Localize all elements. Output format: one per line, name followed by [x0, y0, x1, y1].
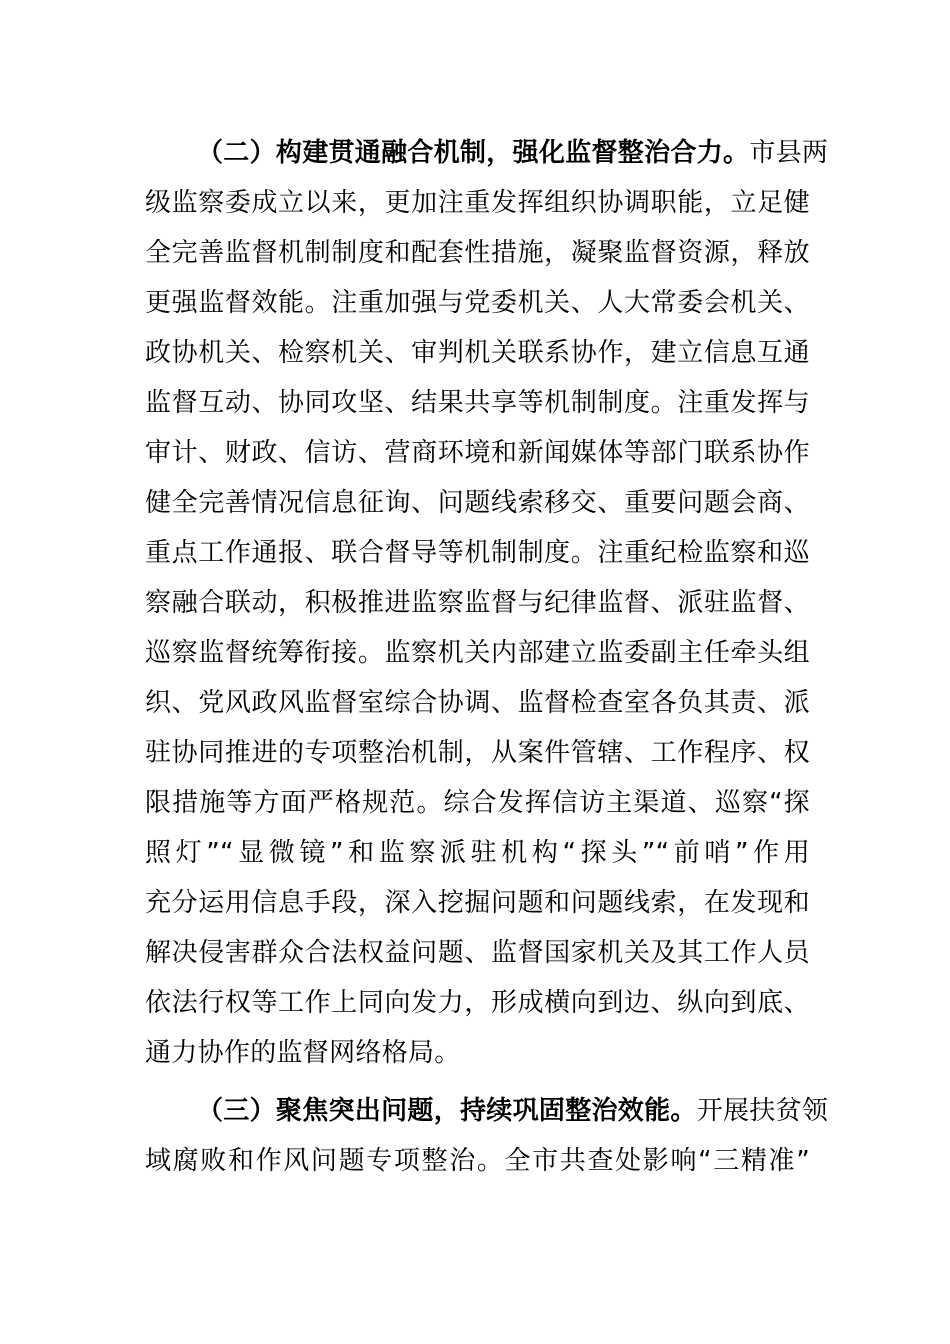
paragraph-2-line: 更强监督效能。注重加强与党委机关、人大常委会机关、	[145, 288, 810, 318]
paragraph-2	[145, 128, 829, 1078]
paragraph-2-line: 充分运用信息手段，深入挖掘问题和问题线索，在发现和	[145, 888, 810, 918]
paragraph-2-line: 驻协同推进的专项整治机制，从案件管辖、工作程序、权	[145, 738, 810, 768]
paragraph-2-line: 审计、财政、信访、营商环境和新闻媒体等部门联系协作	[145, 438, 810, 468]
paragraph-2-line: 依法行权等工作上同向发力，形成横向到边、纵向到底、	[145, 988, 810, 1018]
paragraph-2-line: 政协机关、检察机关、审判机关联系协作，建立信息互通	[145, 338, 810, 368]
paragraph-2-line: 级监察委成立以来，更加注重发挥组织协调职能，立足健	[145, 188, 810, 218]
paragraph-3-line: 域腐败和作风问题专项整治。全市共查处影响“三精准”	[145, 1146, 810, 1176]
paragraph-2-line: 巡察监督统筹衔接。监察机关内部建立监委副主任牵头组	[145, 638, 810, 668]
paragraph-2-line: 察融合联动，积极推进监察监督与纪律监督、派驻监督、	[145, 588, 810, 618]
paragraph-2-line: 通力协作的监督网络格局。	[145, 1038, 461, 1068]
paragraph-2-line: 解决侵害群众合法权益问题、监督国家机关及其工作人员	[145, 938, 810, 968]
paragraph-3-line-text: 开展扶贫领	[696, 1096, 829, 1126]
paragraph-2-line: 全完善监督机制制度和配套性措施，凝聚监督资源，释放	[145, 238, 810, 268]
paragraph-2-line: 织、党风政风监督室综合协调、监督检查室各负其责、派	[145, 688, 810, 718]
paragraph-2-heading: （二）构建贯通融合机制，强化监督整治合力。	[197, 138, 750, 168]
paragraph-2-line: 限措施等方面严格规范。综合发挥信访主渠道、巡察“探	[145, 788, 810, 818]
paragraph-2-line-1	[145, 128, 829, 178]
paragraph-2-line: 照灯”“显微镜”和监察派驻机构“探头”“前哨”作用	[145, 838, 810, 868]
paragraph-2-line: 重点工作通报、联合督导等机制制度。注重纪检监察和巡	[145, 538, 810, 568]
paragraph-2-line-text: 市县两	[749, 138, 829, 168]
paragraph-2-line: 健全完善情况信息征询、问题线索移交、重要问题会商、	[145, 488, 810, 518]
paragraph-3	[145, 1086, 829, 1186]
paragraph-3-line-1	[145, 1086, 829, 1136]
paragraph-2-line: 监督互动、协同攻坚、结果共享等机制制度。注重发挥与	[145, 388, 810, 418]
paragraph-3-heading: （三）聚焦突出问题，持续巩固整治效能。	[197, 1096, 697, 1126]
